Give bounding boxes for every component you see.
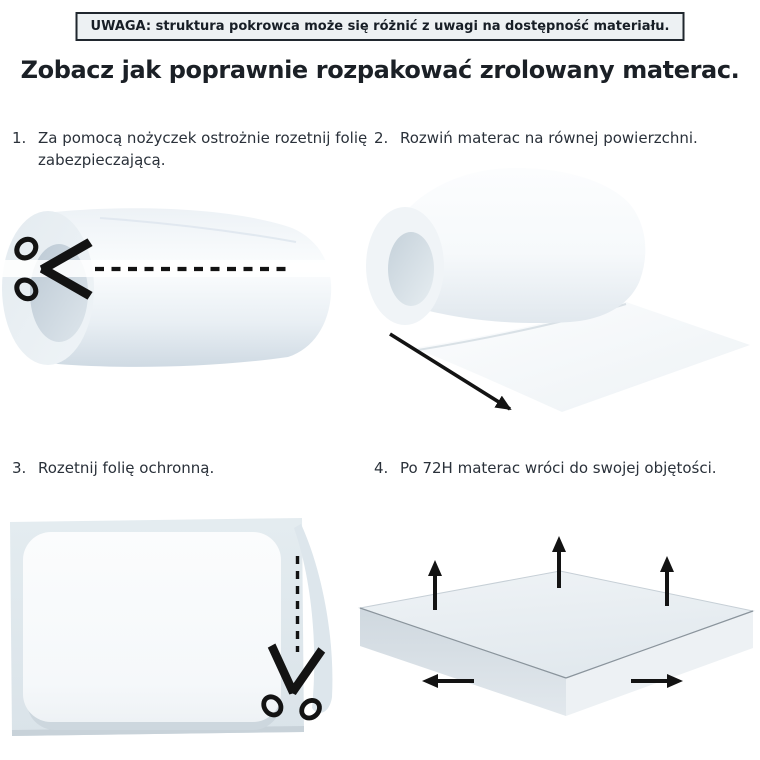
mattress-slab <box>360 571 753 716</box>
step-2-text: Rozwiń materac na równej powierzchni. <box>400 129 698 147</box>
step-1-number: 1. <box>12 129 27 147</box>
step-4-text: Po 72H materac wróci do swojej objętości. <box>400 459 717 477</box>
notice-banner <box>76 12 685 41</box>
step-1-illustration <box>0 190 335 420</box>
rolled-mattress <box>2 208 331 367</box>
step-2-caption <box>374 128 760 150</box>
step-3-text: Rozetnij folię ochronną. <box>38 459 215 477</box>
step-3-illustration <box>5 512 345 752</box>
step-3-number: 3. <box>12 459 27 477</box>
step-2-number: 2. <box>374 129 389 147</box>
step-1-caption <box>12 128 368 172</box>
roll-center-hole <box>388 232 434 306</box>
flat-mattress <box>23 532 281 722</box>
step-3-caption <box>12 458 352 480</box>
step-4-caption <box>374 458 760 480</box>
notice-text: UWAGA: struktura pokrowca może się różnić z uwagi na dostępność materiału. <box>90 19 670 34</box>
step-4-number: 4. <box>374 459 389 477</box>
step-1-text: Za pomocą nożyczek ostrożnie rozetnij folię zabezpieczającą. <box>38 129 368 169</box>
step-2-illustration <box>358 160 760 432</box>
step-4-illustration <box>350 520 760 758</box>
page-title: Zobacz jak poprawnie rozpakować zrolowany materac. <box>20 56 740 84</box>
mattress-roll <box>366 168 645 325</box>
